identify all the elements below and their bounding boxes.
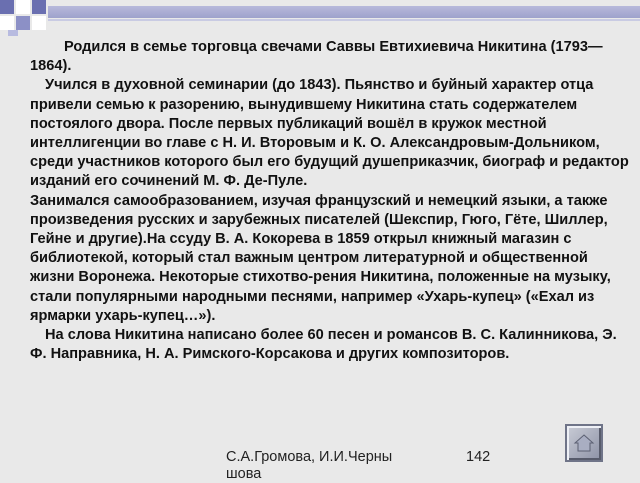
deco-square bbox=[8, 30, 18, 36]
deco-square bbox=[32, 16, 46, 30]
paragraph-self-education: Занимался самообразованием, изучая французский и немецкий языки, а также произведения русских и зарубежных писателей (Шекспир, Гюго, Гёте, Шиллер, Гейне и другие).На ссуду В. А. Кокорева в 1859 открыл книжный магазин с библиотекой, который стал важным центром литературной и общественной жизни Воронежа. Некоторые стихотво-рения Никитина, положенные на музыку, стали популярными народными песнями, например «Ухарь-купец» («Ехал из ярмарки ухарь-купец…»). bbox=[30, 192, 611, 324]
deco-square bbox=[0, 16, 14, 30]
page-number: 142 bbox=[466, 449, 491, 465]
deco-square bbox=[0, 0, 14, 14]
deco-square bbox=[32, 0, 46, 14]
paragraph-education: Учился в духовной семинарии (до 1843). Пьянство и буйный характер отца привели семью к разорению, вынудившему Никитина стать содержателем постоялого двора. После первых публикаций вошёл в кружок местной интеллигенции во главе с Н. И. Второвым и К. О. Александровым-Дольником, среди участников которого был его будущий душеприказчик, биограф и редактор изданий его сочинений М. Ф. Де-Пуле. bbox=[30, 77, 629, 190]
deco-square bbox=[16, 0, 30, 14]
paragraph-songs: На слова Никитина написано более 60 песен и романсов В. С. Калинникова, Э. Ф. Направника, Н. А. Римского-Корсакова и других композиторов. bbox=[30, 327, 617, 363]
home-button[interactable] bbox=[565, 424, 603, 462]
paragraph-birth: Родился в семье торговца свечами Саввы Евтихиевича Никитина (1793—1864). bbox=[30, 39, 603, 75]
footer-authors: С.А.Громова, И.И.Черны шова bbox=[226, 449, 393, 482]
slide-text bbox=[30, 38, 630, 364]
corner-decoration bbox=[0, 0, 640, 36]
deco-square bbox=[16, 16, 30, 30]
home-icon bbox=[573, 432, 595, 454]
